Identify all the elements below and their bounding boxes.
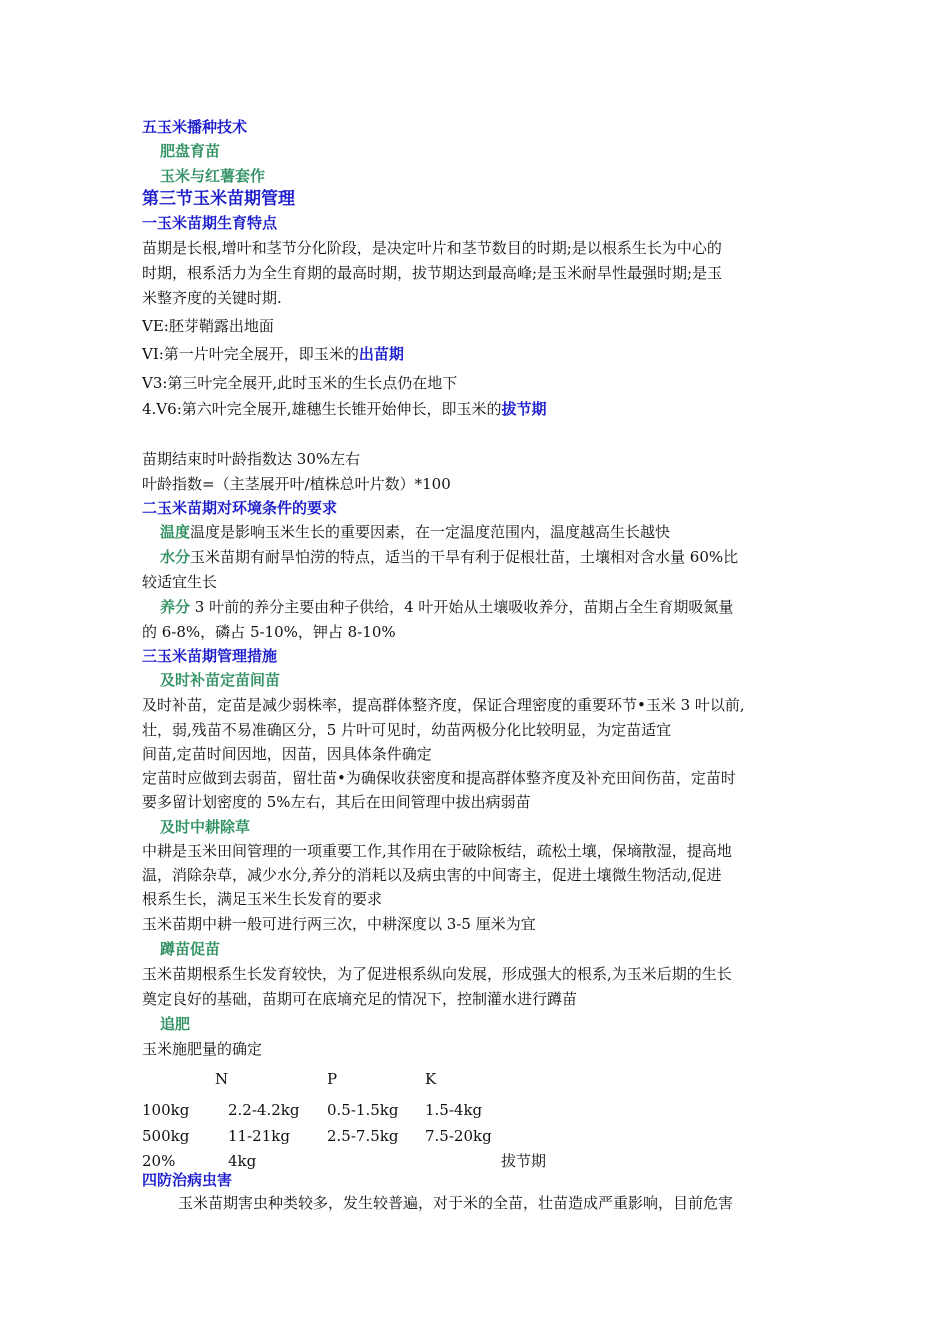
paragraph-line: 温，消除杂草，减少水分,养分的消耗以及病虫害的中间寄主，促进土壤微生物活动,促进 (142, 866, 722, 884)
water-keyword: 水分 (160, 548, 191, 566)
table-header-p: P (327, 1070, 338, 1088)
paragraph-line: 奠定良好的基础，苗期可在底墒充足的情况下，控制灌水进行蹲苗 (142, 990, 578, 1008)
table-cell: 20% (142, 1152, 176, 1170)
nutrient-keyword: 养分 (160, 598, 191, 616)
leaf-age-note: 苗期结束时叶龄指数达 30%左右 (142, 450, 361, 468)
table-cell: 11-21kg (228, 1127, 290, 1145)
paragraph-line: 米整齐度的关键时期. (142, 289, 282, 307)
table-cell: 2.2-4.2kg (228, 1101, 300, 1119)
subheading-topdressing: 追肥 (160, 1015, 191, 1033)
heading-seedling-characteristics: 一玉米苗期生育特点 (142, 214, 278, 232)
paragraph-line: 较适宜生长 (142, 573, 218, 591)
subheading-cultivation: 及时中耕除草 (160, 818, 251, 836)
temperature-line: 温度温度是影响玉米生长的重要因素，在一定温度范围内，温度越高生长越快 (160, 523, 671, 541)
jointing-stage-highlight: 拔节期 (501, 400, 547, 418)
paragraph-line: 玉米苗期根系生长发育较快，为了促进根系纵向发展，形成强大的根系,为玉米后期的生长 (142, 965, 732, 983)
heading-environment: 二玉米苗期对环境条件的要求 (142, 499, 338, 517)
paragraph-line: 间苗,定苗时间因地，因苗，因具体条件确定 (142, 745, 432, 763)
subheading-intercropping: 玉米与红薯套作 (160, 167, 266, 185)
heading-pest-control: 四防治病虫害 (142, 1171, 233, 1189)
paragraph-line: 的 6-8%，磷占 5-10%，钾占 8-10% (142, 623, 396, 641)
table-cell: 2.5-7.5kg (327, 1127, 399, 1145)
temperature-keyword: 温度 (160, 523, 191, 541)
table-cell: 100kg (142, 1101, 190, 1119)
table-cell: 0.5-1.5kg (327, 1101, 399, 1119)
paragraph-line: 壮，弱,残苗不易准确区分，5 片叶可见时，幼苗两极分化比较明显，为定苗适宜 (142, 721, 672, 739)
subheading-squatting-seedling: 蹲苗促苗 (160, 940, 221, 958)
section-heading-sowing: 五玉米播种技术 (142, 118, 248, 136)
stage-v6: 4.V6:第六叶完全展开,雄穗生长锥开始伸长，即玉米的拔节期 (142, 400, 547, 418)
paragraph-line: 苗期是长根,增叶和茎节分化阶段，是决定叶片和茎节数目的时期;是以根系生长为中心的 (142, 239, 722, 257)
paragraph-line: 玉米苗期中耕一般可进行两三次，中耕深度以 3-5 厘米为宜 (142, 915, 536, 933)
subheading-fertilizer-tray-seedling: 肥盘育苗 (160, 142, 221, 160)
paragraph-line: 玉米施肥量的确定 (142, 1040, 263, 1058)
water-line: 水分玉米苗期有耐旱怕涝的特点，适当的干旱有利于促根壮苗，土壤相对含水量 60%比 (160, 548, 739, 566)
paragraph-line: 时期，根系活力为全生育期的最高时期，拔节期达到最高峰;是玉米耐旱性最强时期;是玉 (142, 264, 723, 282)
paragraph-line: 及时补苗，定苗是减少弱株率，提高群体整齐度，保证合理密度的重要环节•玉米 3 叶以前, (142, 696, 745, 714)
stage-ve: VE:胚芽鞘露出地面 (142, 317, 274, 335)
paragraph-line: 定苗时应做到去弱苗，留壮苗•为确保收获密度和提高群体整齐度及补充田间伤苗，定苗时 (142, 769, 736, 787)
stage-vi: VI:第一片叶完全展开，即玉米的出苗期 (142, 345, 404, 363)
leaf-age-formula: 叶龄指数=（主茎展开叶/植株总叶片数）*100 (142, 475, 451, 493)
table-cell: 1.5-4kg (425, 1101, 483, 1119)
heading-management: 三玉米苗期管理措施 (142, 647, 278, 665)
table-header-n: N (215, 1070, 229, 1088)
table-cell: 7.5-20kg (425, 1127, 492, 1145)
chapter-heading: 第三节玉米苗期管理 (142, 189, 295, 209)
table-cell: 4kg (228, 1152, 257, 1170)
emergence-stage-highlight: 出苗期 (358, 345, 404, 363)
nutrient-line: 养分 3 叶前的养分主要由种子供给，4 叶开始从土壤吸收养分，苗期占全生育期吸氮量 (160, 598, 734, 616)
paragraph-line: 中耕是玉米田间管理的一项重要工作,其作用在于破除板结，疏松土壤，保墒散湿，提高地 (142, 842, 732, 860)
table-cell: 拔节期 (501, 1152, 547, 1170)
paragraph-line: 根系生长，满足玉米生长发育的要求 (142, 890, 383, 908)
subheading-thinning: 及时补苗定苗间苗 (160, 671, 281, 689)
table-cell: 500kg (142, 1127, 190, 1145)
paragraph-line: 要多留计划密度的 5%左右，其后在田间管理中拔出病弱苗 (142, 793, 531, 811)
paragraph-line: 玉米苗期害虫种类较多，发生较普遍，对于米的全苗，壮苗造成严重影响，目前危害 (178, 1194, 734, 1212)
stage-v3: V3:第三叶完全展开,此时玉米的生长点仍在地下 (142, 374, 458, 392)
table-header-k: K (425, 1070, 437, 1088)
